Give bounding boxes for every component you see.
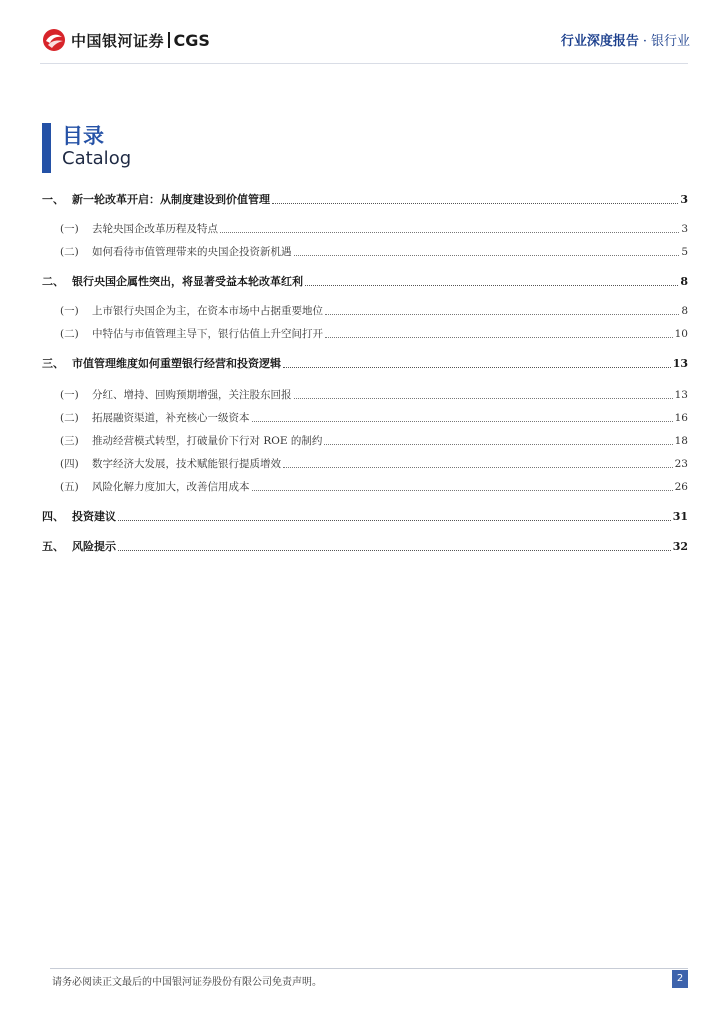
- toc-entry[interactable]: [42, 409, 688, 425]
- report-type: 行业深度报告: [560, 34, 639, 49]
- toc-number: (四): [60, 458, 79, 470]
- toc-entry[interactable]: [42, 243, 688, 259]
- toc-number: (二): [60, 412, 79, 424]
- toc-title: 投资建议: [72, 510, 116, 523]
- toc-leader: [283, 466, 673, 468]
- report-category: [561, 30, 690, 49]
- toc-page-number: 26: [674, 481, 688, 493]
- toc-page-number: 32: [672, 540, 688, 553]
- header-separator: ·: [642, 34, 647, 49]
- toc-entry[interactable]: [42, 220, 688, 236]
- toc-title: 银行央国企属性突出，将显著受益本轮改革红利: [72, 275, 303, 288]
- toc-title: 新一轮改革开启：从制度建设到价值管理: [72, 193, 270, 206]
- toc-title: 拓展融资渠道，补充核心一级资本: [92, 412, 250, 424]
- toc-title: 如何看待市值管理带来的央国企投资新机遇: [92, 246, 292, 258]
- toc-entry[interactable]: [42, 325, 688, 341]
- toc-entry[interactable]: [42, 508, 688, 524]
- page-header: [0, 0, 724, 70]
- toc-title: 去轮央国企改革历程及特点: [92, 223, 218, 235]
- toc-entry[interactable]: [42, 478, 688, 494]
- toc-number: (二): [60, 246, 79, 258]
- toc-leader: [283, 366, 671, 368]
- toc-page-number: 3: [680, 193, 688, 206]
- logo-divider: [168, 32, 170, 48]
- toc-leader: [324, 443, 672, 445]
- logo-english-name: CGS: [173, 30, 210, 50]
- title-english: Catalog: [62, 148, 132, 169]
- toc-entry[interactable]: [42, 432, 688, 448]
- toc-page-number: 10: [674, 328, 688, 340]
- toc-page-number: 8: [680, 275, 688, 288]
- toc-leader: [252, 489, 673, 491]
- footer-disclaimer: 请务必阅读正文最后的中国银河证券股份有限公司免责声明。: [52, 977, 322, 988]
- toc-leader: [220, 231, 679, 233]
- toc-number: 一、: [42, 193, 64, 206]
- toc-leader: [294, 254, 680, 256]
- toc-entry[interactable]: [42, 455, 688, 471]
- title-chinese: 目录: [62, 124, 104, 148]
- toc-number: (五): [60, 481, 79, 493]
- toc-page-number: 13: [672, 357, 688, 370]
- footer-divider: [50, 968, 688, 969]
- toc-title: 分红、增持、回购预期增强，关注股东回报: [92, 389, 292, 401]
- toc-title: 推动经营模式转型，打破量价下行对 ROE 的制约: [92, 435, 323, 447]
- report-sector: 银行业: [650, 34, 690, 49]
- toc-entry[interactable]: [42, 273, 688, 289]
- toc-number: (一): [60, 305, 79, 317]
- toc-page-number: 23: [674, 458, 688, 470]
- toc-page-number: 16: [674, 412, 688, 424]
- toc-leader: [294, 397, 673, 399]
- toc-number: (二): [60, 328, 79, 340]
- toc-title: 数字经济大发展，技术赋能银行提质增效: [92, 458, 281, 470]
- toc-entry[interactable]: [42, 355, 688, 371]
- toc-number: 二、: [42, 275, 64, 288]
- toc-leader: [325, 313, 679, 315]
- toc-entry[interactable]: [42, 302, 688, 318]
- page-number-badge: 2: [672, 970, 688, 988]
- toc-page-number: 5: [681, 246, 688, 258]
- toc-page-number: 31: [672, 510, 688, 523]
- toc-leader: [305, 284, 678, 286]
- toc-entry[interactable]: [42, 191, 688, 207]
- toc-number: (一): [60, 223, 79, 235]
- toc-leader: [325, 336, 673, 338]
- toc-number: (三): [60, 435, 79, 447]
- header-divider: [40, 63, 688, 64]
- toc-title: 市值管理维度如何重塑银行经营和投资逻辑: [72, 357, 281, 370]
- logo-chinese-name: 中国银河证券: [71, 31, 165, 50]
- toc-leader: [272, 202, 678, 204]
- toc-title: 上市银行央国企为主，在资本市场中占据重要地位: [92, 305, 323, 317]
- toc-page-number: 13: [674, 389, 688, 401]
- toc-title: 中特估与市值管理主导下，银行估值上升空间打开: [92, 328, 323, 340]
- toc-number: (一): [60, 389, 79, 401]
- toc-entry[interactable]: [42, 538, 688, 554]
- toc-leader: [118, 519, 671, 521]
- toc-page-number: 18: [674, 435, 688, 447]
- toc-number: 五、: [42, 540, 64, 553]
- toc-leader: [252, 420, 673, 422]
- title-accent-bar: [42, 123, 51, 173]
- toc-page-number: 8: [681, 305, 688, 317]
- toc-title: 风险提示: [72, 540, 116, 553]
- toc-leader: [118, 549, 671, 551]
- cgs-logo-icon: [42, 28, 66, 52]
- toc-number: 三、: [42, 357, 64, 370]
- toc-number: 四、: [42, 510, 64, 523]
- toc-entry[interactable]: [42, 386, 688, 402]
- company-logo: [42, 27, 210, 53]
- toc-page-number: 3: [681, 223, 688, 235]
- toc-title: 风险化解力度加大，改善信用成本: [92, 481, 250, 493]
